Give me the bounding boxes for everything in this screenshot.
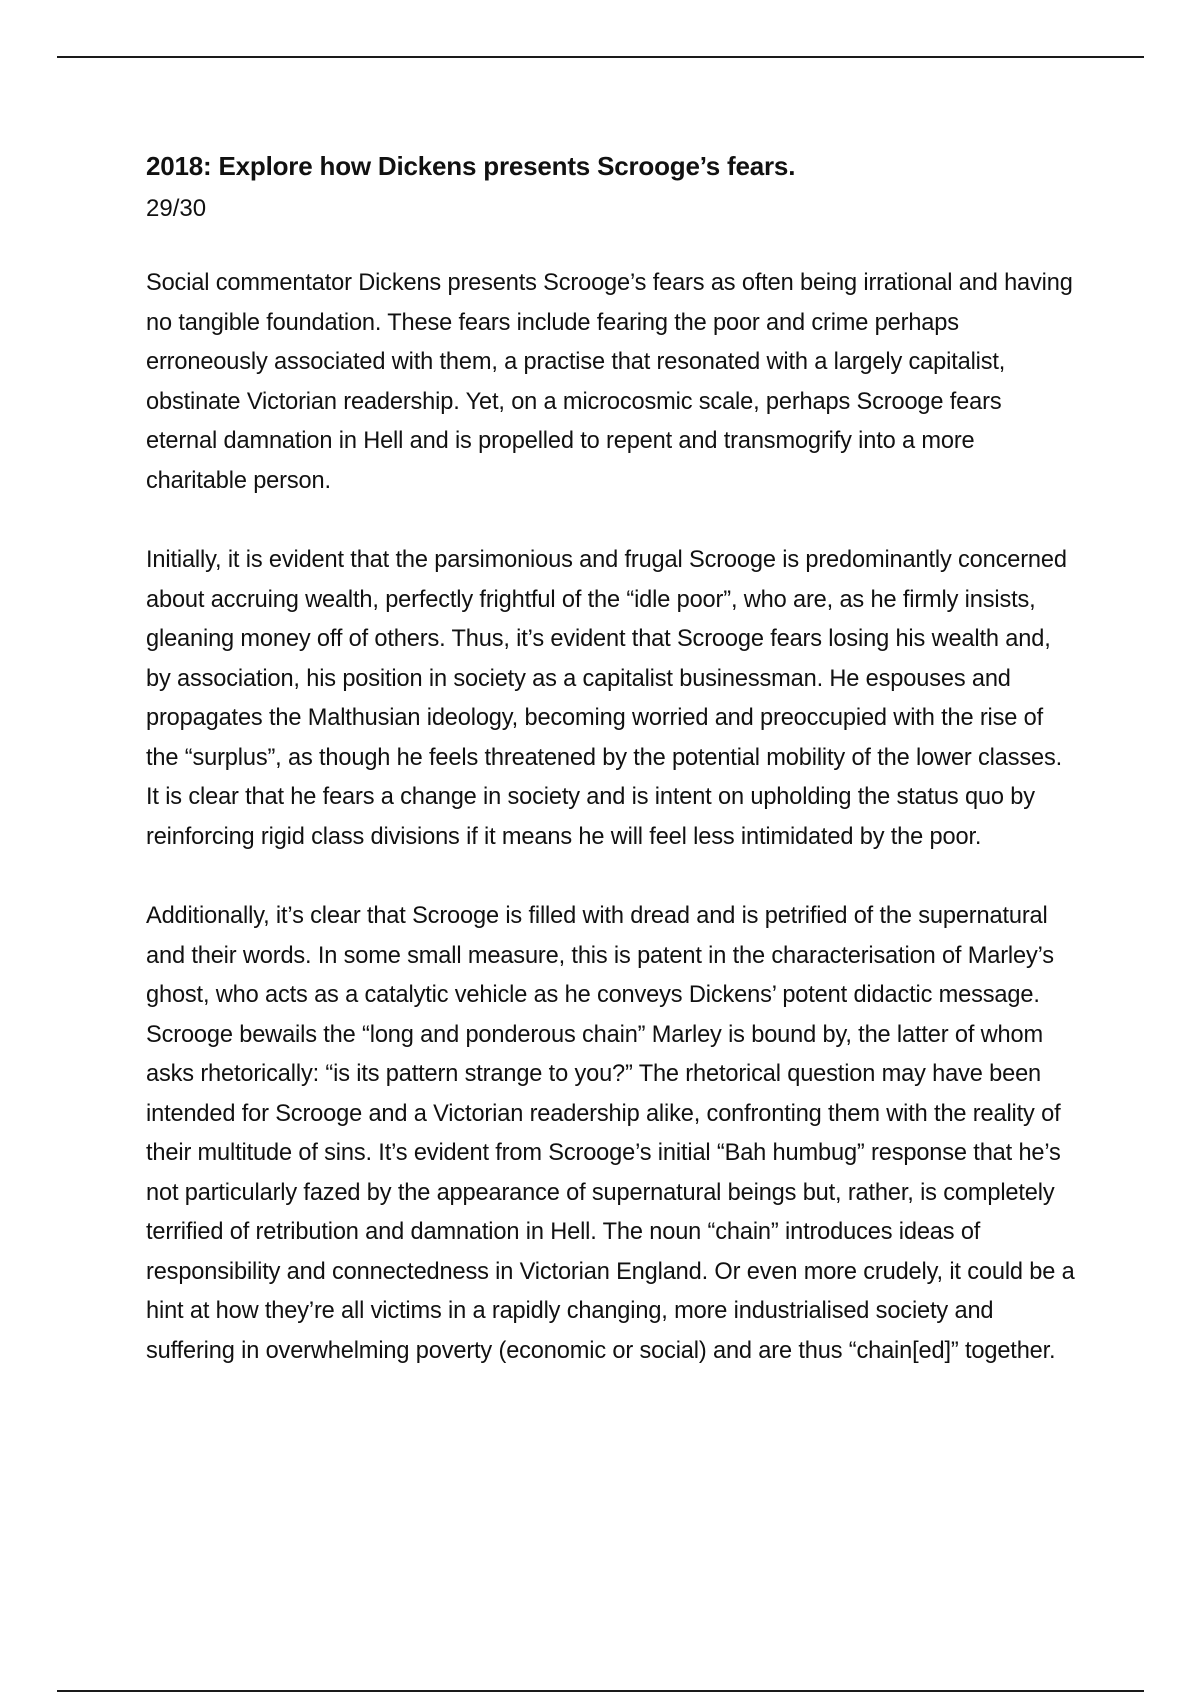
document-body [146,148,1076,1371]
paragraph-poor-and-wealth: Initially, it is evident that the parsimonious and frugal Scrooge is predominantly concerned about accruing wealth, perfectly frightful of the “idle poor”, who are, as he firmly insists, gleaning money off of others. Thus, it’s evident that Scrooge fears losing his wealth and, by association, his position in society as a capitalist businessman. He espouses and propagates the Malthusian ideology, becoming worried and preoccupied with the rise of the “surplus”, as though he feels threatened by the potential mobility of the lower classes. It is clear that he fears a change in society and is intent on upholding the status quo by reinforcing rigid class divisions if it means he will feel less intimidated by the poor. [146,547,1067,850]
bottom-rule [57,1690,1144,1692]
essay-title: 2018: Explore how Dickens presents Scrooge’s fears. [146,151,796,181]
paragraph-supernatural: Additionally, it’s clear that Scrooge is filled with dread and is petrified of the supernatural and their words. In some small measure, this is patent in the characterisation of Marley’s ghost, who acts as a catalytic vehicle as he conveys Dickens’ potent didactic message. Scrooge bewails the “long and ponderous chain” Marley is bound by, the latter of whom asks rhetorically: “is its pattern strange to you?” The rhetorical question may have been intended for Scrooge and a Victorian readership alike, confronting them with the reality of their multitude of sins. It’s evident from Scrooge’s initial “Bah humbug” response that he’s not particularly fazed by the appearance of supernatural beings but, rather, is completely terrified of retribution and damnation in Hell. The noun “chain” introduces ideas of responsibility and connectedness in Victorian England. Or even more crudely, it could be a hint at how they’re all victims in a rapidly changing, more industrialised society and suffering in overwhelming poverty (economic or social) and are thus “chain[ed]” together. [146,903,1075,1364]
essay-score: 29/30 [146,195,207,222]
top-rule [57,56,1144,58]
paragraph-introduction: Social commentator Dickens presents Scrooge’s fears as often being irrational and having no tangible foundation. These fears include fearing the poor and crime perhaps erroneously associated with them, a practise that resonated with a largely capitalist, obstinate Victorian readership. Yet, on a microcosmic scale, perhaps Scrooge fears eternal damnation in Hell and is propelled to repent and transmogrify into a more charitable person. [146,270,1073,494]
